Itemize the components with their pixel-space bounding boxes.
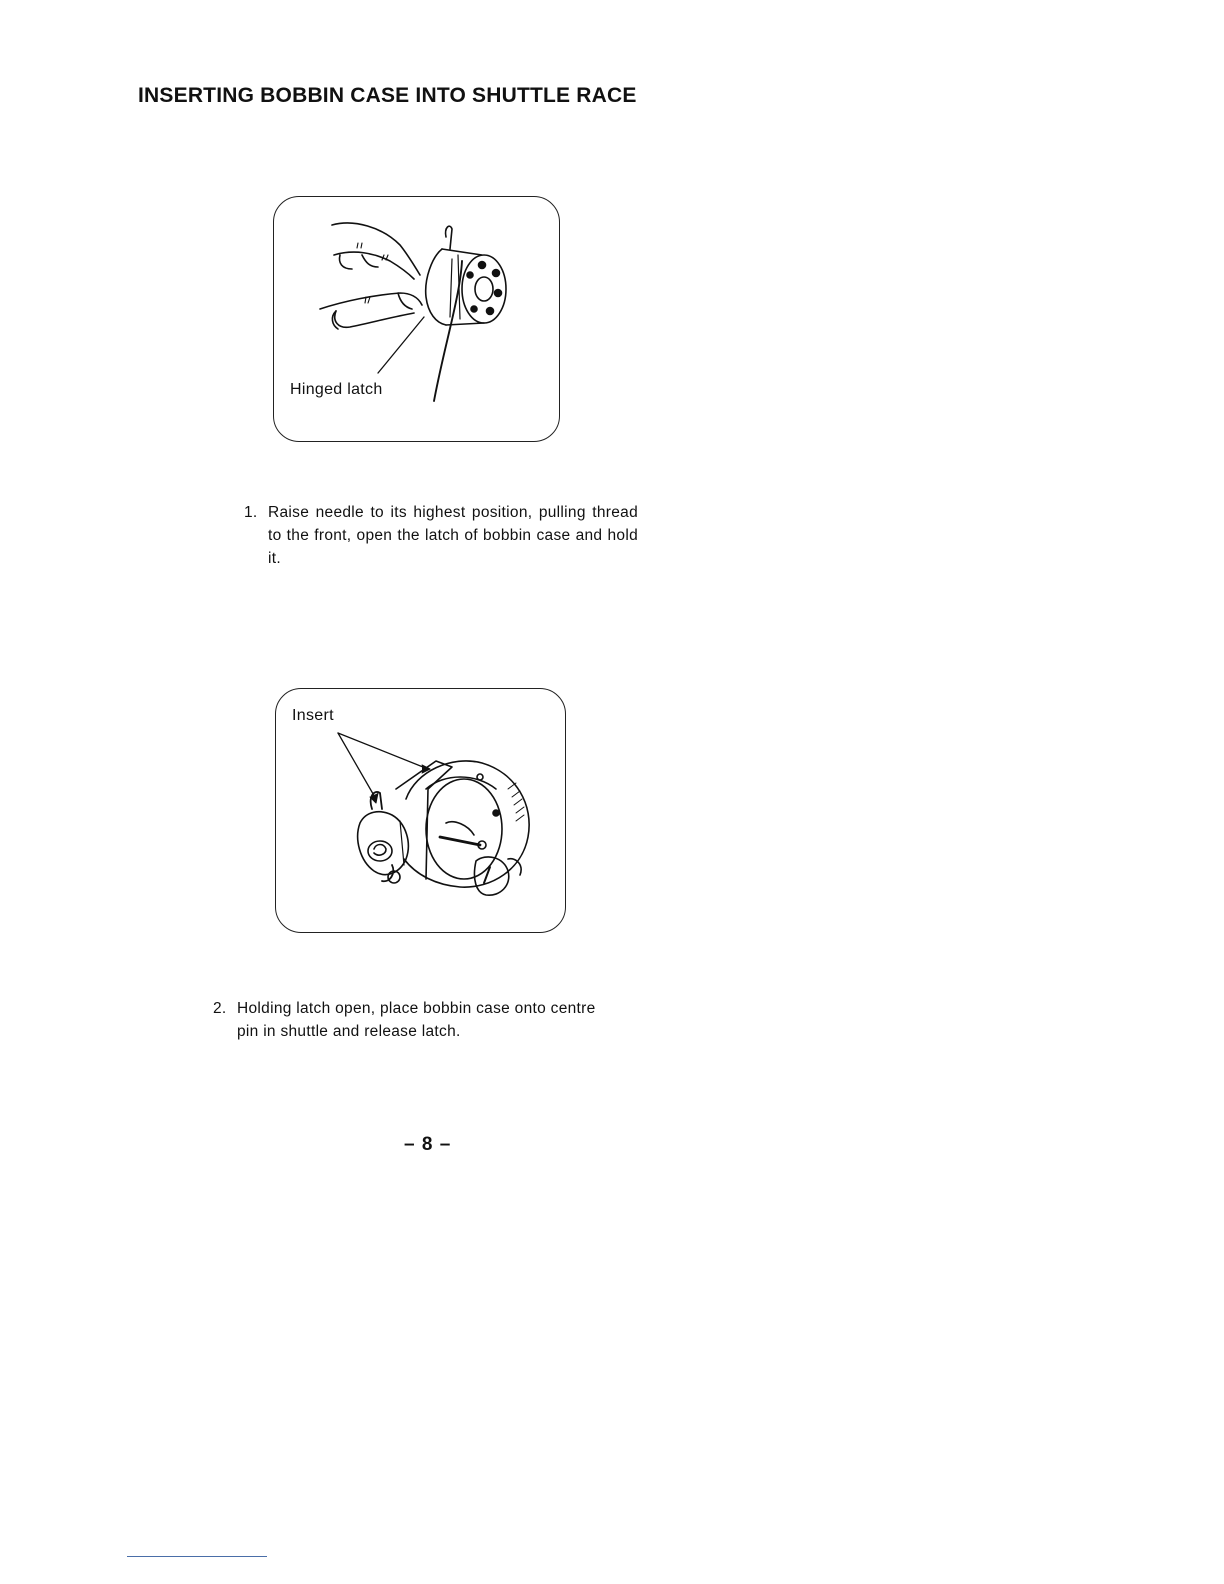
step-text: Holding latch open, place bobbin case onto centre pin in shuttle and release latch. [237, 1000, 596, 1040]
callout-hinged-latch: Hinged latch [290, 381, 383, 398]
step-text: Raise needle to its highest position, pulling thread to the front, open the latch of bobbin case and hold it. [268, 504, 638, 567]
step-number: 2. [213, 1000, 227, 1017]
page-number: – 8 – [404, 1134, 452, 1155]
instruction-step-2 [213, 997, 613, 1047]
callout-insert: Insert [292, 707, 334, 724]
instruction-step-1 [244, 501, 644, 571]
bobbin-case-into-shuttle-illustration [276, 689, 565, 932]
page-title: INSERTING BOBBIN CASE INTO SHUTTLE RACE [138, 84, 637, 107]
figure-hinged-latch [273, 196, 560, 442]
step-number: 1. [244, 504, 258, 521]
figure-insert [275, 688, 566, 933]
footer-divider [127, 1556, 267, 1557]
hand-holding-bobbin-case-illustration [274, 197, 559, 441]
